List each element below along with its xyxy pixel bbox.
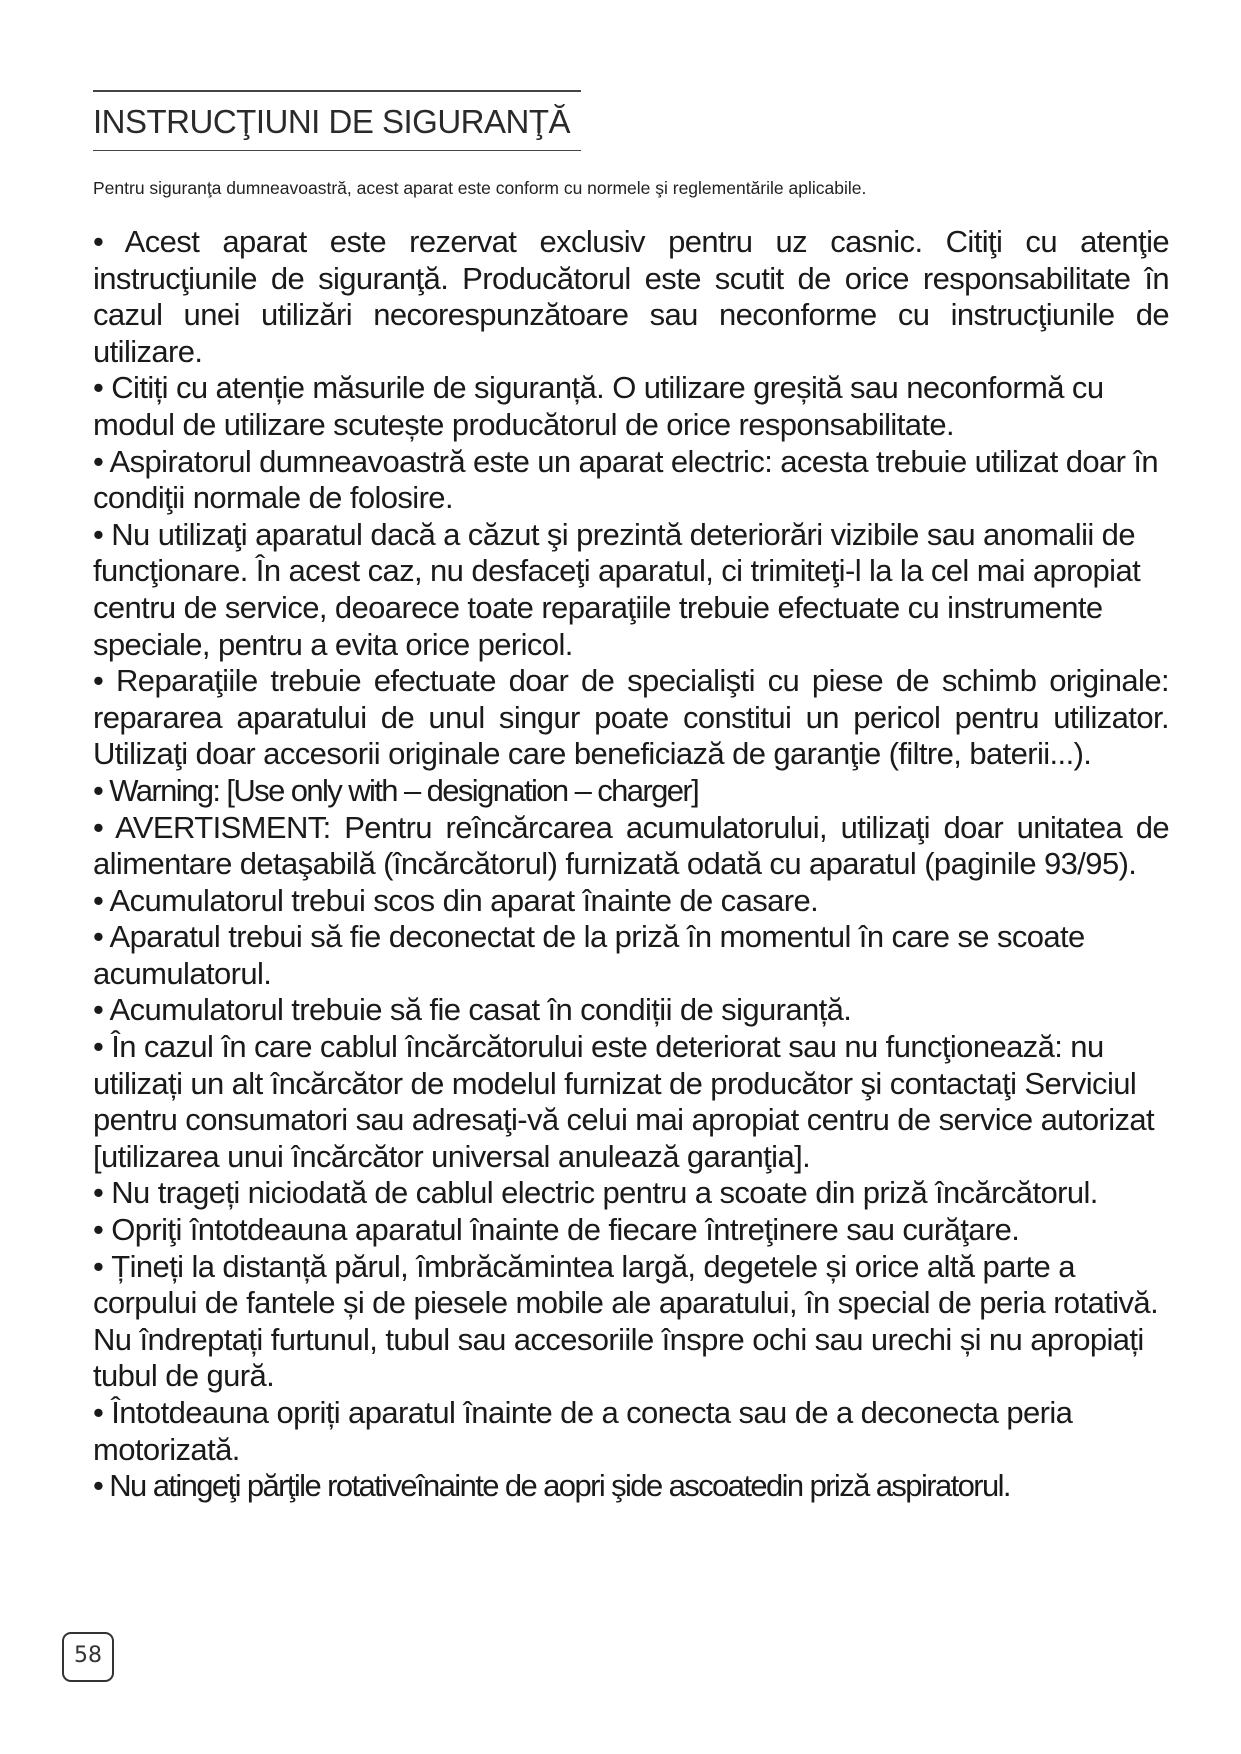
safety-bullet: • Țineți la distanță părul, îmbrăcămintea largă, degetele și orice altă parte a corpului de fantele și de piesele mobile ale aparatului, în special de peria rotativă. Nu îndreptați furtunul, tubul sau accesoriile înspre ochi sau urechi și nu apropiați tubul de gură. — [93, 1248, 1159, 1394]
safety-instructions-list — [93, 224, 1169, 1505]
safety-bullet: • Warning: [Use only with – designation – charger] — [93, 772, 699, 808]
safety-bullet: • Opriţi întotdeauna aparatul înainte de fiecare întreţinere sau curăţare. — [93, 1212, 1020, 1248]
safety-bullet: • În cazul în care cablul încărcătorului este deteriorat sau nu funcţionează: nu utilizați un alt încărcător de modelul furnizat de producător şi contactaţi Serviciul pentru consumatori sau adresaţi-vă celui mai apropiat centru de service autorizat [utilizarea unui încărcător universal anulează garanţia]. — [93, 1029, 1155, 1174]
safety-bullet: • Întotdeauna opriți aparatul înainte de a conecta sau de a deconecta peria motorizată. — [93, 1395, 1073, 1467]
intro-text: Pentru siguranţa dumneavoastră, acest aparat este conform cu normele şi reglementările aplicabile. — [93, 178, 867, 198]
page-number: 58 — [62, 1632, 114, 1682]
safety-bullet: • Nu utilizaţi aparatul dacă a căzut şi prezintă deteriorări vizibile sau anomalii de funcţionare. În acest caz, nu desfaceţi aparatul, ci trimiteţi-l la la cel mai apropiat centru de service, deoarece toate reparaţiile trebuie efectuate cu instrumente speciale, pentru a evita orice pericol. — [93, 516, 1141, 662]
safety-bullet: • Nu atingeţi părţile rotativeînainte de aopri şide ascoatedin priză aspiratorul. — [93, 1468, 1010, 1504]
safety-bullet: • Acest aparat este rezervat exclusiv pentru uz casnic. Citiţi cu atenţie instrucţiunile de siguranţă. Producătorul este scutit de orice responsabilitate în cazul unei utilizări necorespunzătoare sau neconforme cu instrucţiunile de utilizare. — [93, 224, 1169, 369]
safety-bullet: • Acumulatorul trebuie să fie casat în condiții de siguranță. — [93, 992, 852, 1028]
safety-bullet: • AVERTISMENT: Pentru reîncărcarea acumulatorului, utilizaţi doar unitatea de alimentare detaşabilă (încărcătorul) furnizată odată cu aparatul (paginile 93/95). — [93, 809, 1169, 882]
title-block — [93, 90, 581, 151]
safety-bullet: • Nu trageți niciodată de cablul electric pentru a scoate din priză încărcătorul. — [93, 1175, 1098, 1211]
safety-bullet: • Acumulatorul trebui scos din aparat înainte de casare. — [93, 882, 819, 918]
safety-bullet: • Aspiratorul dumneavoastră este un aparat electric: acesta trebuie utilizat doar în condiţii normale de folosire. — [93, 443, 1159, 516]
safety-bullet: • Citiți cu atenție măsurile de siguranță. O utilizare greșită sau neconformă cu modul de utilizare scutește producătorul de orice responsabilitate. — [93, 370, 1104, 442]
safety-bullet: • Aparatul trebui să fie deconectat de la priză în momentul în care se scoate acumulatorul. — [93, 919, 1085, 991]
page-title: INSTRUCŢIUNI DE SIGURANŢĂ — [93, 103, 571, 140]
safety-bullet: • Reparaţiile trebuie efectuate doar de specialişti cu piese de schimb originale: repararea aparatului de unul singur poate constitui un pericol pentru utilizator. Utilizaţi doar accesorii originale care beneficiază de garanţie (filtre, baterii...). — [93, 663, 1169, 772]
